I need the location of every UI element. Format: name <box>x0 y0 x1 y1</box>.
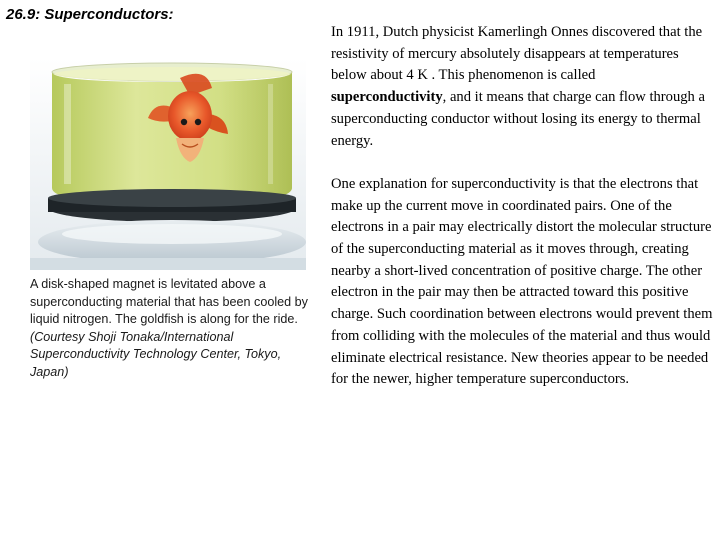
caption-credit: (Courtesy Shoji Tonaka/International Superconductivity Technology Center, Tokyo, Japan) <box>30 329 282 379</box>
caption-main-text: A disk-shaped magnet is levitated above a superconducting material that has been cooled by liquid nitrogen. The goldfish is along for the ride. <box>30 277 308 326</box>
body-text <box>331 22 713 391</box>
jar-water <box>52 72 292 204</box>
slide-title: 26.9: Superconductors: <box>6 6 174 23</box>
superconductivity-term: superconductivity <box>331 89 443 106</box>
paragraph-1-rest: , and it means that charge can flow through a superconducting conductor without losing its energy to thermal energy. <box>331 89 705 149</box>
paragraph-2: One explanation for superconductivity is that the electrons that make up the current move in coordinated pairs. One of the electrons in a pair may electrically distort the molecular structure of the superconducting material as it moves through, creating nearby a short-lived concentration of positive charge. The other electron in the pair may then be attracted toward this positive charge. Such coordination between electrons would prevent them from colliding with the molecules of the material and thus would eliminate electrical resistance. New theories appear to be needed for the newer, higher temperature superconductors. <box>331 175 713 388</box>
paragraph-1 <box>331 22 713 152</box>
paragraph-1-intro: In 1911, Dutch physicist Kamerlingh Onnes discovered that the resistivity of mercury absolutely disappears at temperatures below about 4 K . This phenomenon is called <box>331 24 703 84</box>
goldfish-levitation-photo <box>30 58 306 270</box>
figure-caption <box>30 276 312 381</box>
